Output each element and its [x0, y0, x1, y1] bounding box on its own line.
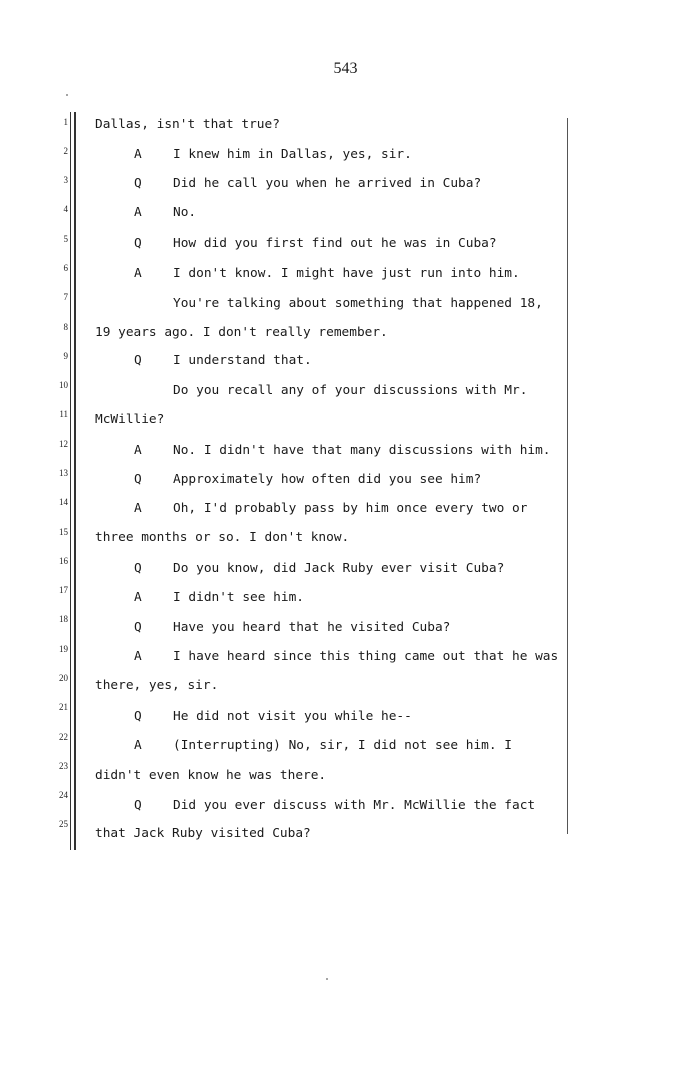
transcript-line — [0, 530, 691, 554]
line-number: 25 — [59, 819, 68, 829]
transcript-line — [0, 472, 691, 496]
transcript-line — [0, 147, 691, 171]
line-text: I don't know. I might have just run into him. — [173, 266, 520, 281]
transcript-line — [0, 709, 691, 733]
speaker-label: Q — [134, 798, 142, 813]
speaker-label: Q — [134, 472, 142, 487]
line-number: 20 — [59, 673, 68, 683]
transcript-line — [0, 501, 691, 525]
line-number: 14 — [59, 497, 68, 507]
line-text: How did you first find out he was in Cuba? — [173, 236, 497, 251]
line-number: 9 — [63, 351, 68, 361]
transcript-line — [0, 205, 691, 229]
line-number: 6 — [63, 263, 68, 273]
line-number: 7 — [63, 292, 68, 302]
transcript-line — [0, 325, 691, 349]
line-text: No. I didn't have that many discussions with him. — [173, 443, 551, 458]
transcript-line — [0, 561, 691, 585]
transcript-line — [0, 738, 691, 762]
line-number: 24 — [59, 790, 68, 800]
line-text: Approximately how often did you see him? — [173, 472, 482, 487]
transcript-line — [0, 236, 691, 260]
page-number: 543 — [333, 60, 358, 77]
line-number: 8 — [63, 322, 68, 332]
speaker-label: Q — [134, 709, 142, 724]
line-text: Dallas, isn't that true? — [95, 117, 280, 132]
transcript-line — [0, 678, 691, 702]
speaker-label: A — [134, 590, 142, 605]
line-text: 19 years ago. I don't really remember. — [95, 325, 388, 340]
transcript-line — [0, 176, 691, 200]
line-number: 2 — [63, 146, 68, 156]
transcript-line — [0, 117, 691, 141]
line-text: that Jack Ruby visited Cuba? — [95, 826, 311, 841]
speaker-label: Q — [134, 561, 142, 576]
speaker-label: Q — [134, 353, 142, 368]
transcript-line — [0, 383, 691, 407]
line-text: You're talking about something that happened 18, — [173, 296, 543, 311]
speaker-label: A — [134, 205, 142, 220]
line-text: I knew him in Dallas, yes, sir. — [173, 147, 412, 162]
line-text: He did not visit you while he-- — [173, 709, 412, 724]
line-text: Do you recall any of your discussions with Mr. — [173, 383, 528, 398]
speaker-label: Q — [134, 236, 142, 251]
line-number: 12 — [59, 439, 68, 449]
speaker-label: A — [134, 443, 142, 458]
line-number: 17 — [59, 585, 68, 595]
transcript-line — [0, 620, 691, 644]
line-text: didn't even know he was there. — [95, 768, 327, 783]
line-text: I have heard since this thing came out that he was — [173, 649, 559, 664]
line-number: 13 — [59, 468, 68, 478]
transcript-line — [0, 412, 691, 436]
line-text: McWillie? — [95, 412, 165, 427]
transcript-line — [0, 443, 691, 467]
line-number: 10 — [59, 380, 68, 390]
line-number: 5 — [63, 234, 68, 244]
line-text: Oh, I'd probably pass by him once every two or — [173, 501, 528, 516]
line-text: there, yes, sir. — [95, 678, 219, 693]
line-number: 1 — [63, 117, 68, 127]
speaker-label: A — [134, 266, 142, 281]
line-number: 23 — [59, 761, 68, 771]
line-text: I understand that. — [173, 353, 312, 368]
transcript-line — [0, 768, 691, 792]
speaker-label: A — [134, 501, 142, 516]
line-number: 15 — [59, 527, 68, 537]
line-number: 4 — [63, 204, 68, 214]
transcript-line — [0, 649, 691, 673]
line-text: No. — [173, 205, 197, 220]
line-text: Did he call you when he arrived in Cuba? — [173, 176, 482, 191]
line-number: 22 — [59, 732, 68, 742]
line-text: (Interrupting) No, sir, I did not see him. I — [173, 738, 512, 753]
speaker-label: A — [134, 738, 142, 753]
line-number: 21 — [59, 702, 68, 712]
speaker-label: A — [134, 649, 142, 664]
transcript-line — [0, 798, 691, 822]
transcript-line — [0, 296, 691, 320]
line-text: three months or so. I don't know. — [95, 530, 350, 545]
transcript-line — [0, 590, 691, 614]
line-number: 3 — [63, 175, 68, 185]
transcript-line — [0, 353, 691, 377]
scan-speck — [66, 94, 68, 96]
line-number: 11 — [59, 409, 68, 419]
transcript-line — [0, 266, 691, 290]
speaker-label: Q — [134, 176, 142, 191]
speaker-label: Q — [134, 620, 142, 635]
line-text: Did you ever discuss with Mr. McWillie the fact — [173, 798, 536, 813]
line-text: I didn't see him. — [173, 590, 304, 605]
line-text: Have you heard that he visited Cuba? — [173, 620, 451, 635]
scan-speck — [326, 978, 328, 980]
transcript-line — [0, 826, 691, 850]
line-number: 16 — [59, 556, 68, 566]
line-number: 19 — [59, 644, 68, 654]
speaker-label: A — [134, 147, 142, 162]
line-number: 18 — [59, 614, 68, 624]
line-text: Do you know, did Jack Ruby ever visit Cuba? — [173, 561, 505, 576]
